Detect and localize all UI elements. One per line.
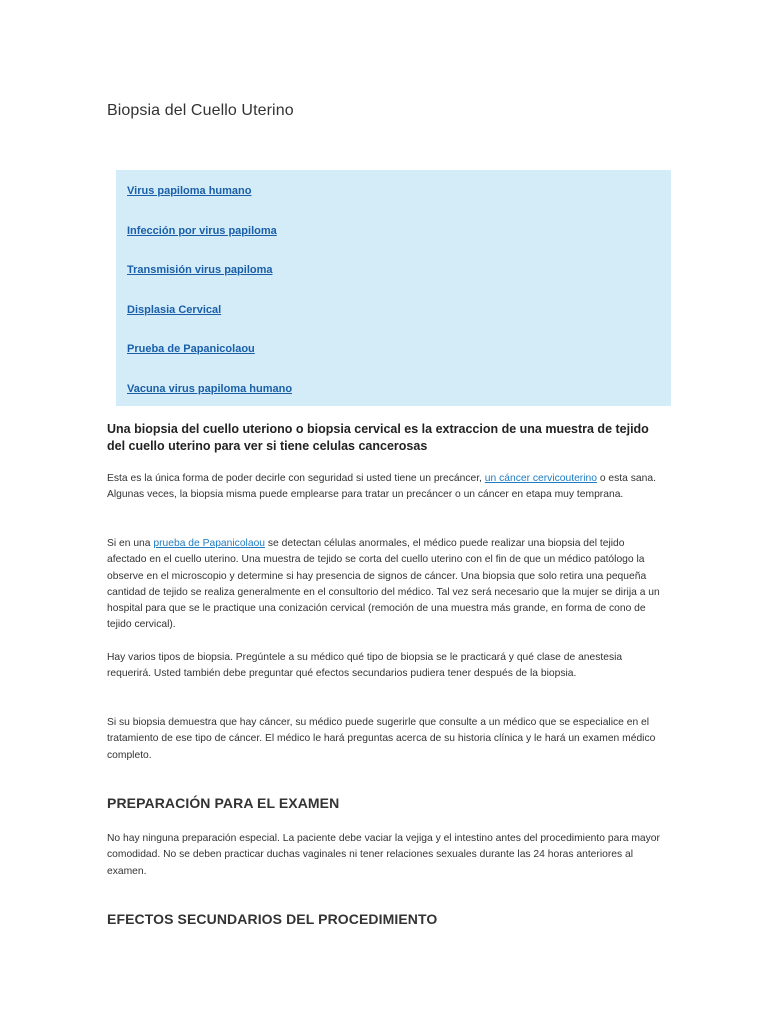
paragraph-cancer-result: Si su biopsia demuestra que hay cáncer, su médico puede sugerirle que consulte a un médico que se especialice en el tratamiento de ese tipo de cáncer. El médico le hará preguntas acerca de su historia clínica y le hará un examen médico completo. xyxy=(107,717,656,761)
link-cancer-cervicouterino[interactable]: un cáncer cervicouterino xyxy=(484,473,597,484)
related-links-box xyxy=(116,170,671,406)
page-title: Biopsia del Cuello Uterino xyxy=(107,102,294,119)
list-item xyxy=(127,381,671,421)
paragraph-biopsy-types: Hay varios tipos de biopsia. Pregúntele a su médico qué tipo de biopsia se le practicará y qué clase de anestesia requerirá. Usted también debe preguntar qué efectos secundarios pudiera tener después de la biopsia. xyxy=(107,652,623,680)
section-heading-side-effects: EFECTOS SECUNDARIOS DEL PROCEDIMIENTO xyxy=(107,911,438,927)
link-vacuna-virus-papiloma[interactable]: Vacuna virus papiloma humano xyxy=(127,382,293,395)
paragraph-text: se detectan células anormales, el médico puede realizar una biopsia del tejido afectado en el cuello uterino. Una muestra de tejido se corta del cuello uterino con el fin de que un médico patólogo la observe en el microscopio y determine si hay presencia de signos de cáncer. Una biopsia que solo retira una pequeña cantidad de tejido se realiza generalmente en el consultorio del médico. Tal vez será necesario que la mujer se dirija a un hospital para que se le practique una conización cervical (remoción de una muestra más grande, en forma de cono de tejido cervical). xyxy=(107,538,660,631)
related-links-list xyxy=(116,170,671,421)
link-displasia-cervical[interactable]: Displasia Cervical xyxy=(127,303,222,316)
paragraph-text: o esta sana. Algunas veces, la biopsia misma puede emplearse para tratar un precáncer o un cáncer en etapa muy temprana. xyxy=(107,473,656,501)
link-infeccion-virus-papiloma[interactable]: Infección por virus papiloma xyxy=(127,224,277,237)
link-prueba-de-papanicolaou[interactable]: prueba de Papanicolaou xyxy=(153,538,266,549)
paragraph-preparation: No hay ninguna preparación especial. La paciente debe vaciar la vejiga y el intestino antes del procedimiento para mayor comodidad. No se deben practicar duchas vaginales ni tener relaciones sexuales durante las 24 horas anteriores al examen. xyxy=(107,833,660,877)
link-virus-papiloma-humano[interactable]: Virus papiloma humano xyxy=(127,185,252,197)
section-heading-preparation: PREPARACIÓN PARA EL EXAMEN xyxy=(107,795,340,811)
link-transmision-virus-papiloma[interactable]: Transmisión virus papiloma xyxy=(127,264,273,277)
list-item xyxy=(127,341,671,381)
paragraph-procedure xyxy=(107,536,663,634)
list-item xyxy=(127,183,671,223)
link-prueba-papanicolaou[interactable]: Prueba de Papanicolaou xyxy=(127,343,255,356)
list-item xyxy=(127,223,671,263)
list-item xyxy=(127,302,671,342)
list-item xyxy=(127,262,671,302)
lead-heading: Una biopsia del cuello uteriono o biopsia cervical es la extraccion de una muestra de tejido del cuello uterino para ver si tiene celulas cancerosas xyxy=(107,422,649,453)
paragraph-text: Si en una xyxy=(107,538,154,549)
paragraph-text: Esta es la única forma de poder decirle con seguridad si usted tiene un precáncer, xyxy=(107,473,485,484)
paragraph-intro xyxy=(107,471,663,504)
